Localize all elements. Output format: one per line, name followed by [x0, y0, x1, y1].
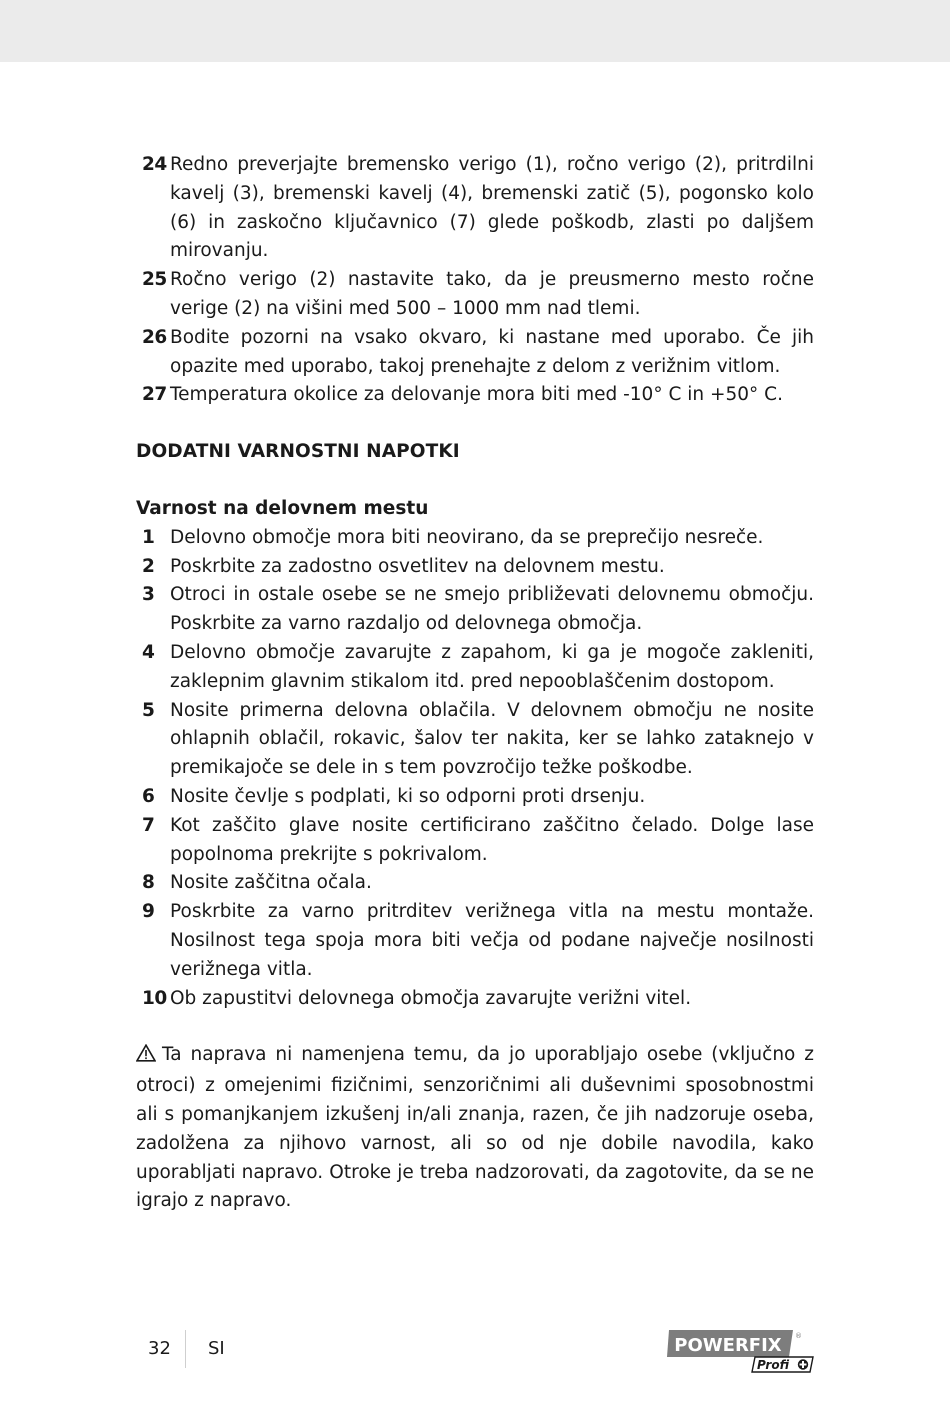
- list-item-text: Otroci in ostale osebe se ne smejo približevati delovnemu območju. Poskrbite za varno razdaljo od delovnega območja.: [170, 584, 814, 635]
- list-item-number: 10: [142, 987, 167, 1009]
- list-item-number: 1: [142, 526, 155, 548]
- list-item-text: Ročno verigo (2) nastavite tako, da je preusmerno mesto ročne verige (2) na višini med 500 – 1000 mm nad tlemi.: [170, 269, 814, 319]
- list-item: [136, 524, 814, 553]
- warning-triangle-icon: [136, 1043, 156, 1072]
- list-item-text: Poskrbite za varno pritrditev verižnega vitla na mestu montaže. Nosilnost tega spoja mora biti večja od podane največje nosilnosti verižnega vitla.: [170, 901, 814, 980]
- list-item-text: Poskrbite za zadostno osvetlitev na delovnem mestu.: [170, 555, 665, 577]
- list-item-number: 25: [142, 269, 167, 291]
- list-item: [136, 553, 814, 582]
- list-item: [136, 985, 814, 1014]
- list-item-text: Kot zaščito glave nosite certificirano zaščitno čelado. Dolge lase popolnoma prekrijte s pokrivalom.: [170, 814, 814, 865]
- list-item: [136, 381, 814, 410]
- list-item-text: Nosite primerna delovna oblačila. V delovnem območju ne nosite ohlapnih oblačil, rokavic, šalov ter nakita, ker se lahko zataknejo v premikajoče se dele in s tem povzročijo težke poškodbe.: [170, 699, 814, 779]
- numbered-list-b: [136, 524, 814, 1014]
- list-item-text: Ob zapustitvi delovnega območja zavarujte verižni vitel.: [170, 987, 692, 1009]
- list-item: [136, 783, 814, 812]
- list-item-number: 9: [142, 901, 155, 923]
- top-band: [0, 0, 950, 62]
- list-item-number: 27: [142, 384, 167, 406]
- language-code: SI: [208, 1338, 225, 1359]
- sub-heading: Varnost na delovnem mestu: [136, 497, 429, 519]
- page-content: [136, 151, 814, 1216]
- list-item: [136, 812, 814, 870]
- list-item-text: Temperatura okolice za delovanje mora biti med -10° C in +50° C.: [170, 384, 783, 406]
- list-item-text: Nosite zaščitna očala.: [170, 872, 372, 894]
- list-item-text: Nosite čevlje s podplati, ki so odporni proti drsenju.: [170, 785, 646, 807]
- list-item-number: 26: [142, 326, 167, 348]
- list-item-text: Delovno območje zavarujte z zapahom, ki ga je mogoče zakleniti, zaklepnim glavnim stikalom itd. pred nepooblaščenim dostopom.: [170, 641, 814, 692]
- svg-text:®: ®: [795, 1332, 802, 1340]
- list-item: [136, 898, 814, 984]
- list-item-number: 8: [142, 872, 155, 894]
- page-number: 32: [148, 1338, 171, 1359]
- list-item-text: Delovno območje mora biti neovirano, da se preprečijo nesreče.: [170, 526, 764, 548]
- footer-divider: [185, 1330, 186, 1368]
- list-item: [136, 639, 814, 697]
- warning-paragraph: [136, 1041, 814, 1216]
- list-item-number: 7: [142, 814, 155, 836]
- numbered-list-a: [136, 151, 814, 410]
- section-heading: DODATNI VARNOSTNI NAPOTKI: [136, 441, 460, 463]
- logo-sub-text: Profi: [757, 1358, 790, 1372]
- list-item-number: 6: [142, 785, 155, 807]
- list-item-number: 2: [142, 555, 155, 577]
- list-item: [136, 266, 814, 324]
- list-item-number: 4: [142, 641, 155, 663]
- list-item: [136, 151, 814, 266]
- list-item: [136, 697, 814, 783]
- powerfix-logo: [667, 1328, 815, 1374]
- warning-text: Ta naprava ni namenjena temu, da jo uporabljajo osebe (vključno z otroci) z omejenimi fizičnimi, senzoričnimi ali duševnimi sposobnostmi ali s pomanjkanjem izkušenj in/ali znanja, razen, če jih nadzoruje oseba, zadolžena za njihovo varnost, ali so od nje dobile navodila, kako uporabljati napravo. Otroke je treba nadzorovati, da zagotovite, da se ne igrajo z napravo.: [136, 1044, 814, 1212]
- list-item: [136, 581, 814, 639]
- list-item-number: 24: [142, 154, 167, 175]
- list-item-text: Bodite pozorni na vsako okvaro, ki nastane med uporabo. Če jih opazite med uporabo, takoj prenehajte z delom z verižnim vitlom.: [170, 326, 814, 377]
- list-item-number: 3: [142, 584, 155, 606]
- list-item: [136, 324, 814, 382]
- list-item: [136, 869, 814, 898]
- list-item-number: 5: [142, 699, 155, 721]
- list-item-text: Redno preverjajte bremensko verigo (1), ročno verigo (2), pritrdilni kavelj (3), bremenski kavelj (4), bremenski zatič (5), pogonsko kolo (6) in zaskočno ključavnico (7) glede poškodb, zlasti po daljšem mirovanju.: [170, 154, 814, 262]
- logo-text: POWERFIX: [674, 1335, 782, 1356]
